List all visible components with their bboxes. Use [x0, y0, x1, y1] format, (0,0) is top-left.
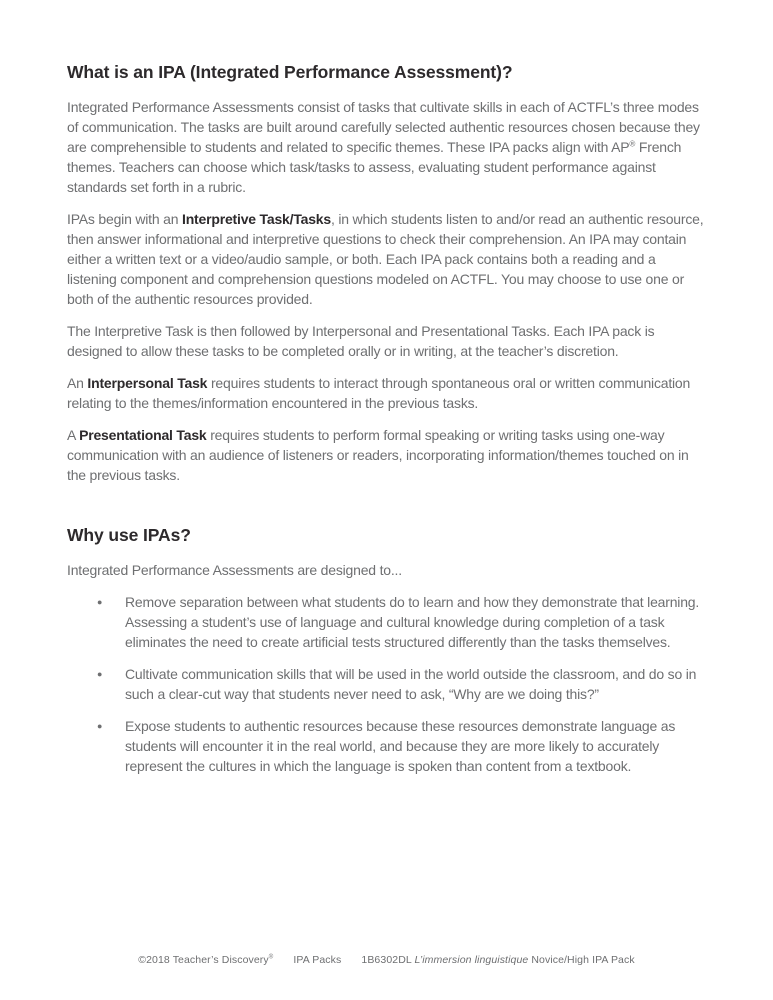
text-segment: A — [67, 427, 80, 443]
text-segment: French themes. Teachers can choose which task/tasks to assess, evaluating student performance against standards set forth in a rubric. — [67, 139, 682, 195]
text-segment-italic: L’immersion linguistique — [414, 954, 529, 966]
text-segment: The Interpretive Task is then followed by Interpersonal and Presentational Tasks. Each IPA pack is designed to allow these tasks to be completed orally or in writing, at the teacher’s discretion. — [67, 323, 655, 359]
page-footer — [0, 953, 773, 967]
text-segment: Integrated Performance Assessments consist of tasks that cultivate skills in each of ACTFL’s three modes of communication. The tasks are built around carefully selected authentic resources chosen because they are comprehensible to students and related to specific themes. These IPA packs align with AP — [67, 99, 700, 155]
text-segment: requires students to interact through spontaneous oral or written communication relating to the themes/information encountered in the previous tasks. — [67, 375, 691, 411]
paragraph-ipa-overview — [67, 97, 707, 197]
paragraph-task-sequence — [67, 321, 707, 361]
list-item-remove-separation: ● Remove separation between what students do to learn and how they demonstrate that learning. Assessing a student’s use of language and cultural knowledge during completion of a task eliminates the need to create artificial tests structured differently than the tasks themselves. — [67, 592, 707, 652]
text-segment: 1B6302DL — [361, 954, 415, 966]
text-segment-sup: ® — [268, 953, 274, 961]
text-segment: Novice/High IPA Pack — [528, 954, 635, 966]
section-heading-why-use-ipas: Why use IPAs? — [67, 525, 191, 545]
text-segment-bold: Interpretive Task/Tasks — [182, 211, 331, 227]
text-segment-bold: Interpersonal Task — [87, 375, 208, 391]
text-segment-bold: Presentational Task — [79, 427, 207, 443]
list-item-cultivate-communication: ● Cultivate communication skills that will be used in the world outside the classroom, and do so in such a clear-cut way that students never need to ask, “Why are we doing this?” — [67, 664, 707, 704]
text-segment-sup: ® — [629, 139, 636, 149]
list-item-expose-authentic-resources: ● Expose students to authentic resources because these resources demonstrate language as students will encounter it in the real world, and because they are more likely to accurately represent the cultures in which the language is spoken than content from a textbook. — [67, 716, 707, 776]
text-segment: , in which students listen to and/or read an authentic resource, then answer informational and interpretive questions to check their comprehension. An IPA may contain either a written text or a video/audio sample, or both. Each IPA pack contains both a reading and a listening component and comprehension questions modeled on ACTFL. You may choose to use one or both of the authentic resources provided. — [67, 211, 704, 307]
paragraph-why-intro: Integrated Performance Assessments are designed to... — [67, 562, 402, 578]
paragraph-presentational-task — [67, 425, 707, 485]
text-segment: An — [67, 375, 88, 391]
footer-pack-title — [361, 954, 634, 966]
text-segment: requires students to perform formal speaking or writing tasks using one-way communication with an audience of listeners or readers, incorporating information/themes touched on in the previous tasks. — [67, 427, 689, 483]
section-what-is-ipa — [67, 60, 707, 485]
footer-product-name: IPA Packs — [293, 954, 342, 966]
paragraph-interpretive-task — [67, 209, 707, 309]
footer-copyright — [138, 954, 273, 966]
text-segment: IPAs begin with an — [67, 211, 183, 227]
bullet-list — [67, 592, 707, 776]
paragraph-interpersonal-task — [67, 373, 707, 413]
section-why-use-ipas — [67, 523, 707, 776]
section-heading-what-is-ipa: What is an IPA (Integrated Performance Assessment)? — [67, 62, 513, 82]
text-segment: ©2018 Teacher’s Discovery — [138, 954, 269, 966]
